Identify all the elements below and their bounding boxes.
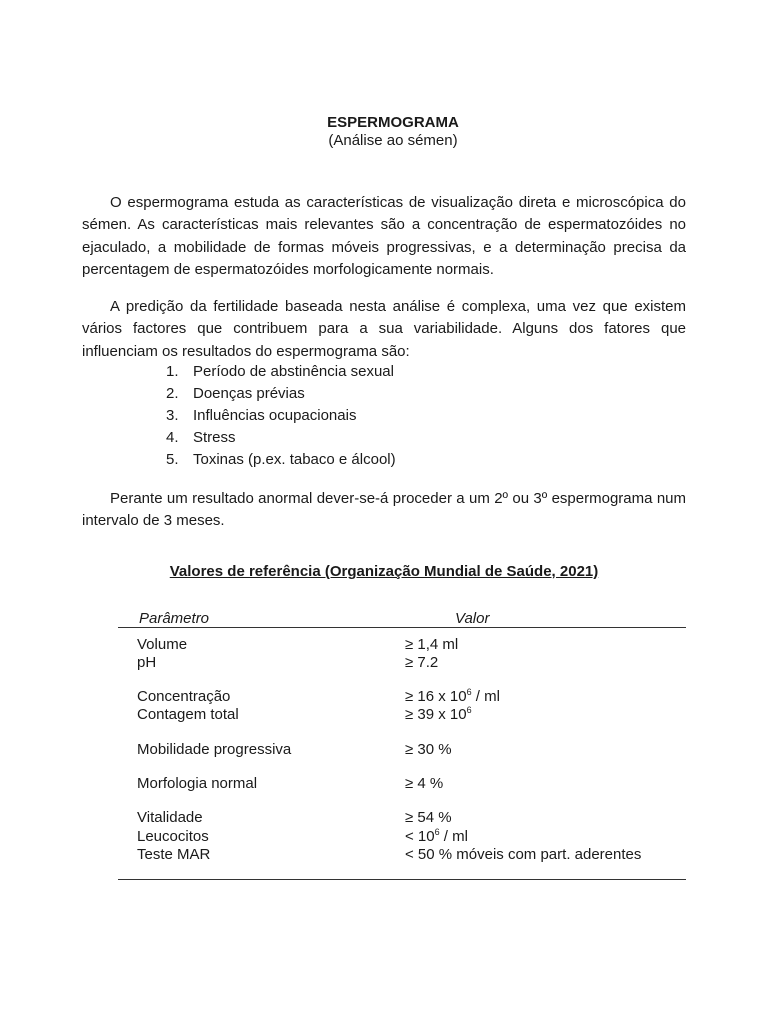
column-header-value: Valor: [455, 610, 490, 627]
row-value-leucocitos: < $10^6$ / ml: [405, 827, 468, 845]
list-item: 1. Período de abstinência sexual: [166, 363, 394, 380]
row-value-volume: ≥ 1,4 ml: [405, 636, 459, 653]
table-bottom-rule: [118, 879, 686, 880]
row-value-teste-mar: < 50 % móveis com part. aderentes: [405, 846, 642, 863]
table-top-rule: [118, 627, 686, 628]
list-item: 4. Stress: [166, 429, 236, 446]
row-value-ph: ≥ 7.2: [405, 654, 439, 671]
column-header-parameter: Parâmetro: [139, 610, 210, 627]
intro-paragraph-1: O espermograma estuda as características de visualização direta e microscópica do sémen. As características mais relevantes são a concentração de espermatozóides no ejaculado, a mobilidade de formas móveis progressivas, e a determinação precisa da percentagem de espermatozóides morfologicamente normais.: [82, 194, 686, 278]
row-name-teste-mar: Teste MAR: [137, 846, 211, 863]
row-value-vitalidade: ≥ 54 %: [405, 809, 452, 826]
factors-list: [166, 361, 396, 471]
list-item: 2. Doenças prévias: [166, 385, 305, 402]
row-name-mobilidade: Mobilidade progressiva: [137, 741, 292, 758]
row-value-concentracao: ≥ 16 x $10^6$ / ml: [405, 687, 500, 705]
row-name-morfologia: Morfologia normal: [137, 775, 258, 792]
document-subtitle: (Análise ao sémen): [328, 132, 458, 149]
row-value-mobilidade: ≥ 30 %: [405, 741, 452, 758]
document-title: ESPERMOGRAMA: [327, 114, 459, 131]
intro-paragraph-3: Perante um resultado anormal dever-se-á proceder a um 2º ou 3º espermograma num intervalo de 3 meses.: [82, 490, 686, 530]
row-name-volume: Volume: [137, 636, 188, 653]
row-value-morfologia: ≥ 4 %: [405, 775, 444, 792]
intro-paragraph-2: A predição da fertilidade baseada nesta análise é complexa, uma vez que existem vários factores que contribuem para a sua variabilidade. Alguns dos fatores que influenciam os resultados do espermograma são:: [82, 298, 686, 360]
list-item: 3. Influências ocupacionais: [166, 407, 357, 424]
row-name-vitalidade: Vitalidade: [137, 809, 203, 826]
row-name-contagem-total: Contagem total: [137, 706, 239, 723]
reference-table-title: Valores de referência (Organização Mundial de Saúde, 2021): [169, 563, 599, 580]
list-item: 5. Toxinas (p.ex. tabaco e álcool): [166, 451, 396, 468]
row-name-concentracao: Concentração: [137, 688, 231, 705]
row-value-contagem-total: ≥ 39 x $10^6$: [405, 705, 472, 723]
row-name-leucocitos: Leucocitos: [137, 828, 209, 845]
row-name-ph: pH: [137, 654, 157, 671]
